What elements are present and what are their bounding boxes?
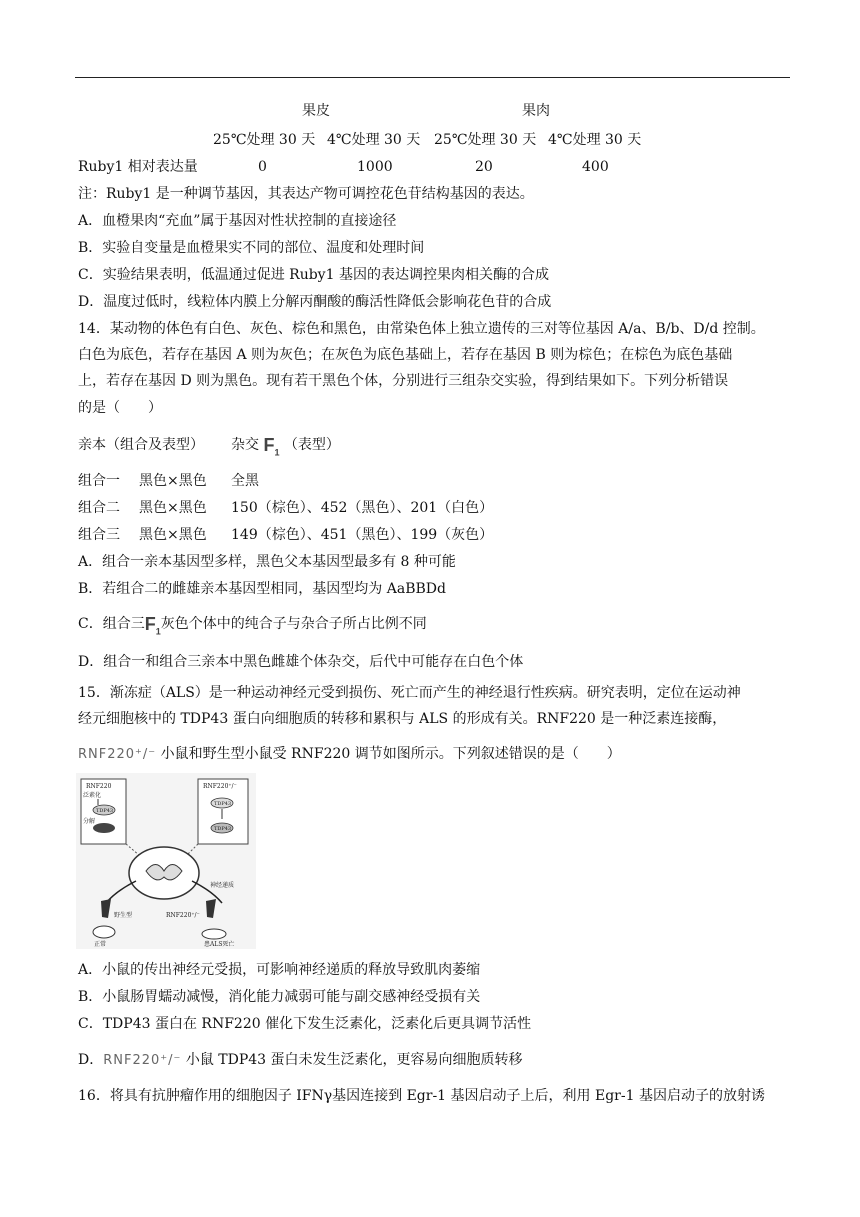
q14-group-cross: 黑色×黑色	[139, 527, 207, 543]
q15-option-a: A．小鼠的传出神经元受损，可影响神经递质的释放导致肌肉萎缩	[78, 962, 481, 978]
table-value: 400	[582, 159, 609, 175]
fig-right-rnf220: RNF220⁺/⁻	[203, 783, 237, 790]
table-treatment: 25℃处理 30 天	[213, 132, 316, 148]
header-rule	[75, 77, 790, 78]
q14-group-cross: 黑色×黑色	[139, 473, 207, 489]
q13-option-a: A．血橙果肉“充血”属于基因对性状控制的直接途径	[78, 213, 397, 229]
fig-right-tdp43-a: TDP43	[214, 801, 232, 807]
q14-group-result: 全黑	[231, 473, 259, 489]
table-treatment: 4℃处理 30 天	[548, 132, 642, 148]
f1-symbol: $F_1$	[263, 435, 280, 458]
fig-wildtype: 野生型	[114, 912, 133, 919]
table-value: 0	[258, 159, 267, 175]
q14-option-a: A．组合一亲本基因型多样，黑色父本基因型最多有 8 种可能	[78, 554, 456, 570]
fig-left-tdp43: TDP43	[96, 808, 114, 814]
q14-stem-line: 上，若存在基因 D 则为黑色。现有若干黑色个体，分别进行三组杂交实验，得到结果如下。下列分析错误	[78, 373, 729, 389]
q14-group-result: 149（棕色）、451（黑色）、199（灰色）	[231, 527, 494, 543]
q14-group-name: 组合二	[78, 500, 120, 516]
fig-left-degrade: 分解	[83, 818, 96, 825]
q13-note: 注：Ruby1 是一种调节基因，其表达产物可调控花色苷结构基因的表达。	[78, 186, 534, 202]
fig-left-ubiq: 泛素化	[83, 792, 102, 799]
table-row-label: Ruby1 相对表达量	[78, 159, 198, 175]
q15-stem-line: 经元细胞核中的 TDP43 蛋白向细胞质的转移和累积与 ALS 的形成有关。RNF220 是一种泛素连接酶，	[78, 711, 727, 727]
q14-stem-line: 的是（ ）	[78, 400, 162, 416]
q14-header-parent: 亲本（组合及表型）	[78, 437, 204, 453]
q14-group-cross: 黑色×黑色	[139, 500, 207, 516]
q14-group-result: 150（棕色）、452（黑色）、201（白色）	[231, 500, 494, 516]
q14-group-name: 组合三	[78, 527, 120, 543]
q15-stem-line: RNF220⁺/⁻ 小鼠和野生型小鼠受 RNF220 调节如图所示。下列叙述错误的是（ ）	[78, 746, 621, 762]
table-head-peel: 果皮	[302, 103, 330, 119]
q14-option-b: B．若组合二的雌雄亲本基因型相同，基因型均为 AaBBDd	[78, 581, 446, 597]
q14-header-pheno: （表型）	[283, 437, 340, 453]
q14-stem-line: 14．某动物的体色有白色、灰色、棕色和黑色，由常染色体上独立遗传的三对等位基因 A/a、B/b、D/d 控制。	[78, 321, 765, 337]
q13-option-b: B．实验自变量是血橙果实不同的部位、温度和处理时间	[78, 240, 425, 256]
f1-symbol: $F_1$	[144, 614, 161, 637]
fig-normal: 正常	[94, 941, 107, 948]
q14-option-c: C．组合三$F_1$灰色个体中的纯合子与杂合子所占比例不同	[78, 614, 427, 642]
gene-label: RNF220⁺/⁻	[78, 747, 157, 762]
q15-option-c: C．TDP43 蛋白在 RNF220 催化下发生泛素化，泛素化后更具调节活性	[78, 1016, 532, 1032]
table-head-flesh: 果肉	[522, 103, 550, 119]
q13-option-d: D．温度过低时，线粒体内膜上分解丙酮酸的酶活性降低会影响花色苷的合成	[78, 294, 552, 310]
fig-left-rnf220: RNF220	[86, 783, 112, 790]
q14-stem-line: 白色为底色，若存在基因 A 则为灰色；在灰色为底色基础上，若存在基因 B 则为棕色；在棕色为底色基础	[78, 347, 733, 363]
q14-option-d: D．组合一和组合三亲本中黑色雌雄个体杂交，后代中可能存在白色个体	[78, 654, 524, 670]
q15-option-d: D．RNF220⁺/⁻ 小鼠 TDP43 蛋白未发生泛素化，更容易向细胞质转移	[78, 1052, 523, 1068]
q14-header-cross-label: 杂交	[231, 437, 259, 453]
q13-option-c: C．实验结果表明，低温通过促进 Ruby1 基因的表达调控果肉相关酶的合成	[78, 267, 549, 283]
gene-label: RNF220⁺/⁻	[103, 1053, 182, 1068]
fig-neurotransmitter: 神经递质	[210, 882, 235, 889]
fig-mutant: RNF220⁺/⁻	[166, 912, 200, 919]
table-treatment: 4℃处理 30 天	[327, 132, 421, 148]
table-value: 1000	[357, 159, 393, 175]
q16-stem: 16．将具有抗肿瘤作用的细胞因子 IFNγ基因连接到 Egr-1 基因启动子上后，利用 Egr-1 基因启动子的放射诱	[78, 1088, 765, 1104]
fig-dead: 患ALS死亡	[204, 941, 235, 948]
q14-group-name: 组合一	[78, 473, 120, 489]
q14-header-cross	[231, 435, 340, 463]
fig-right-tdp43-b: TDP43	[214, 826, 232, 832]
rnf220-diagram	[76, 773, 256, 949]
q15-stem-line: 15．渐冻症（ALS）是一种运动神经元受到损伤、死亡而产生的神经退行性疾病。研究表明，定位在运动神	[78, 685, 741, 701]
table-treatment: 25℃处理 30 天	[434, 132, 537, 148]
q15-option-b: B．小鼠肠胃蠕动减慢，消化能力减弱可能与副交感神经受损有关	[78, 989, 481, 1005]
table-value: 20	[475, 159, 493, 175]
